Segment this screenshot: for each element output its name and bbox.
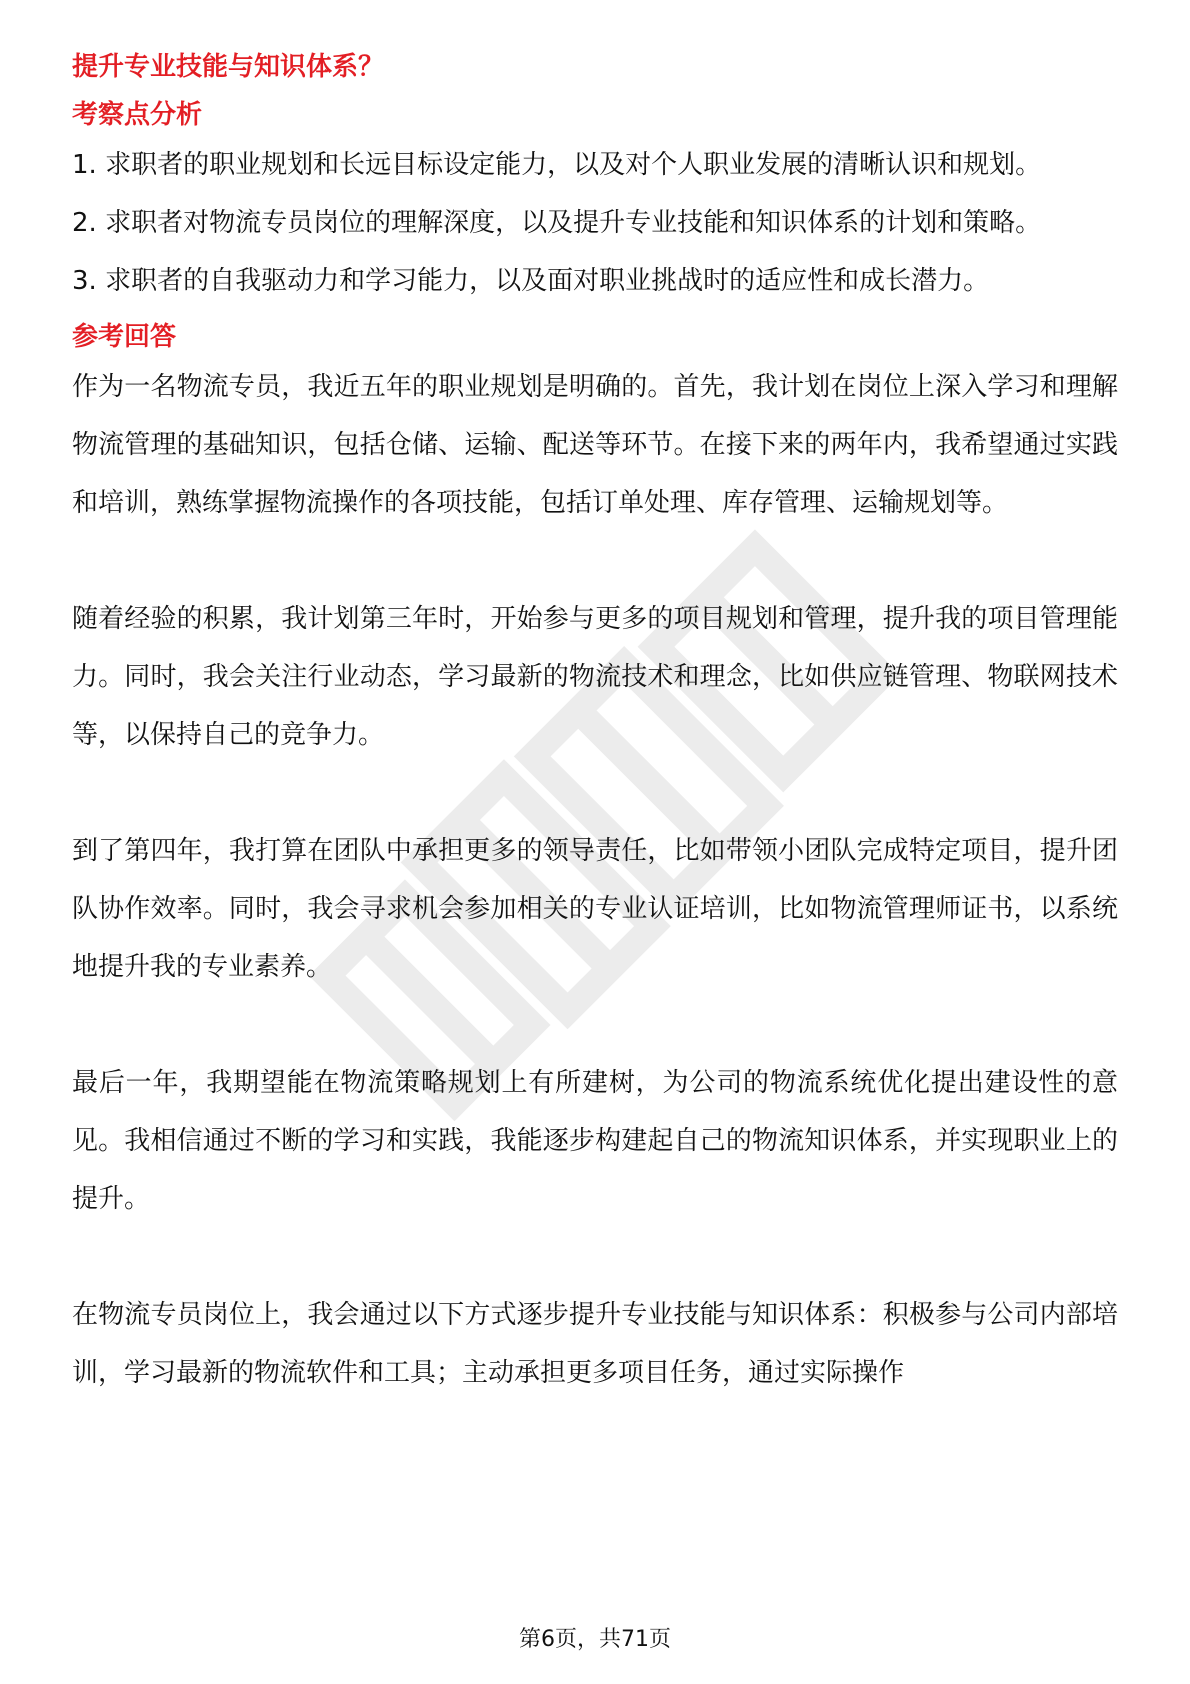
page-number: 第6页，共71页 [519,1627,671,1652]
analysis-item: 1. 求职者的职业规划和长远目标设定能力，以及对个人职业发展的清晰认识和规划。 [72,150,1042,180]
analysis-item: 2. 求职者对物流专员岗位的理解深度，以及提升专业技能和知识体系的计划和策略。 [72,208,1042,238]
question-title: 提升专业技能与知识体系？ [72,52,385,82]
analysis-heading: 考察点分析 [72,100,203,130]
answer-body [72,358,1118,1402]
document-content [72,46,1118,1402]
answer-heading: 参考回答 [72,322,177,352]
analysis-list [72,136,1118,310]
answer-paragraph: 到了第四年，我打算在团队中承担更多的领导责任，比如带领小团队完成特定项目，提升团队协作效率。同时，我会寻求机会参加相关的专业认证培训，比如物流管理师证书，以系统地提升我的专业素养。 [72,836,1118,982]
answer-paragraph: 作为一名物流专员，我近五年的职业规划是明确的。首先，我计划在岗位上深入学习和理解物流管理的基础知识，包括仓储、运输、配送等环节。在接下来的两年内，我希望通过实践和培训，熟练掌握物流操作的各项技能，包括订单处理、库存管理、运输规划等。 [72,372,1118,518]
answer-paragraph: 随着经验的积累，我计划第三年时，开始参与更多的项目规划和管理，提升我的项目管理能力。同时，我会关注行业动态，学习最新的物流技术和理念，比如供应链管理、物联网技术等，以保持自己的竞争力。 [72,604,1118,750]
answer-paragraph: 最后一年，我期望能在物流策略规划上有所建树，为公司的物流系统优化提出建设性的意见。我相信通过不断的学习和实践，我能逐步构建起自己的物流知识体系，并实现职业上的提升。 [72,1068,1118,1214]
analysis-item: 3. 求职者的自我驱动力和学习能力，以及面对职业挑战时的适应性和成长潜力。 [72,266,990,296]
answer-paragraph: 在物流专员岗位上，我会通过以下方式逐步提升专业技能与知识体系：积极参与公司内部培训，学习最新的物流软件和工具；主动承担更多项目任务，通过实际操作 [72,1300,1118,1388]
